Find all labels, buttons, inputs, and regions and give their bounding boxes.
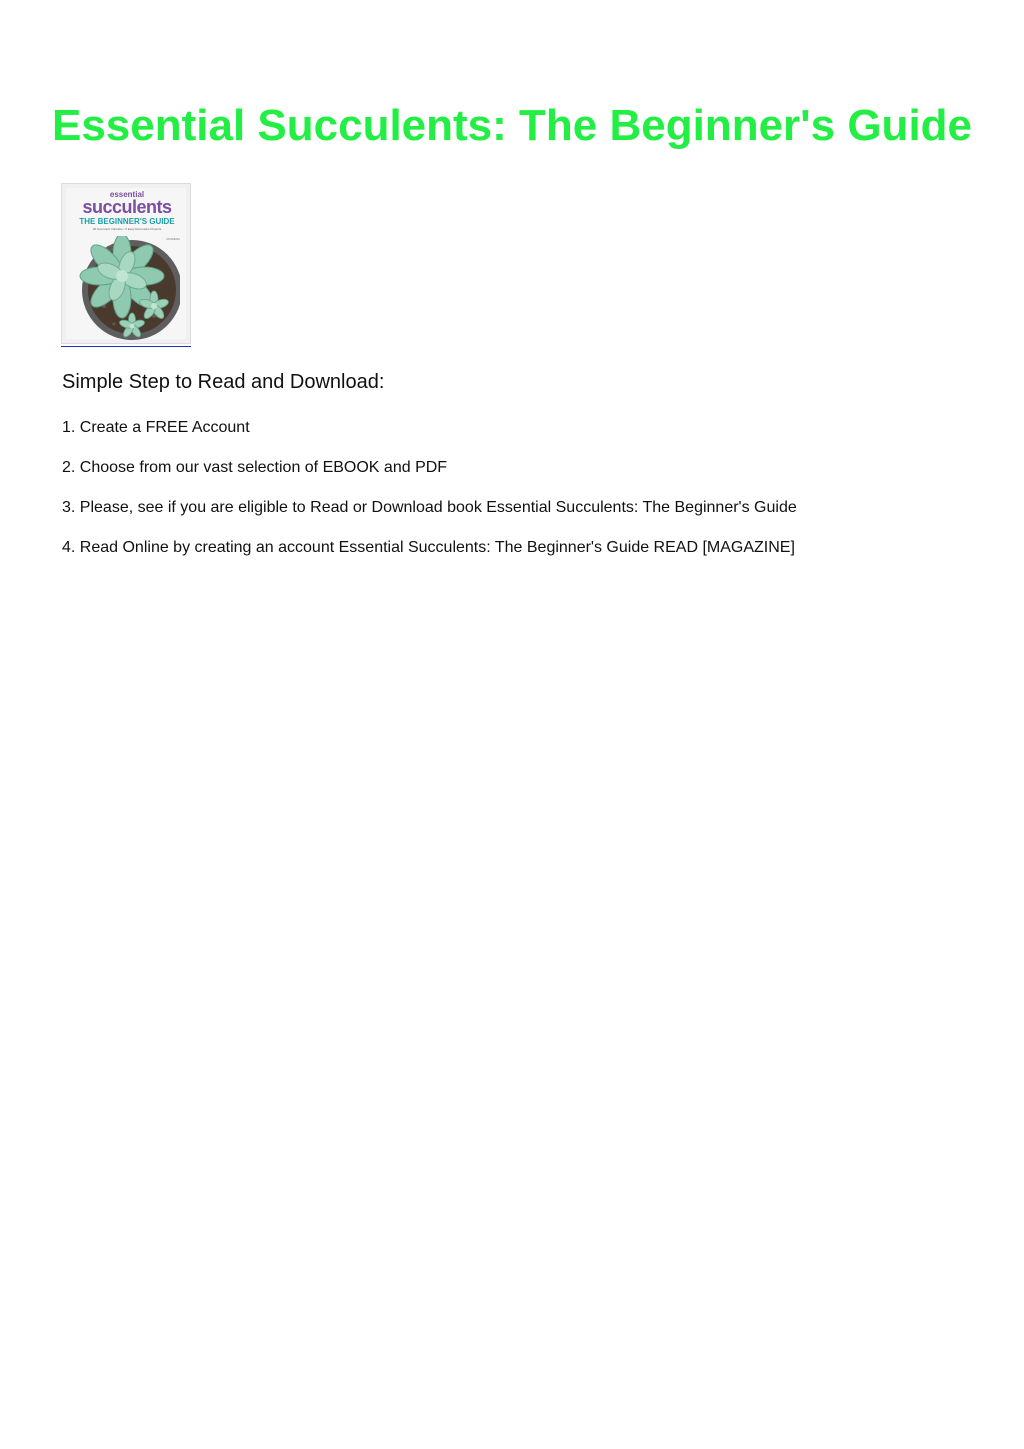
step-item-2: 2. Choose from our vast selection of EBOOK and PDF: [62, 459, 448, 476]
step-item-4: 4. Read Online by creating an account Essential Succulents: The Beginner's Guide READ [MAGAZINE]: [62, 539, 795, 556]
cover-title-line1: essential: [109, 190, 145, 199]
book-cover-image: [61, 183, 191, 344]
cover-title-line2: succulents: [82, 197, 172, 217]
page-title: Essential Succulents: The Beginner's Guide: [51, 101, 973, 150]
cover-author: ROWENA: [166, 237, 180, 241]
book-cover-link[interactable]: [61, 183, 191, 347]
succulent-plant-icon: [74, 236, 180, 340]
cover-tagline: 30 Succulent Varieties • 5 Easy Decorative Projects: [92, 227, 162, 231]
step-item-3: 3. Please, see if you are eligible to Read or Download book Essential Succulents: The Beginner's Guide: [62, 499, 797, 516]
section-heading: Simple Step to Read and Download:: [62, 371, 385, 393]
step-item-1: 1. Create a FREE Account: [62, 419, 250, 436]
cover-subtitle: THE BEGINNER'S GUIDE: [79, 217, 175, 226]
